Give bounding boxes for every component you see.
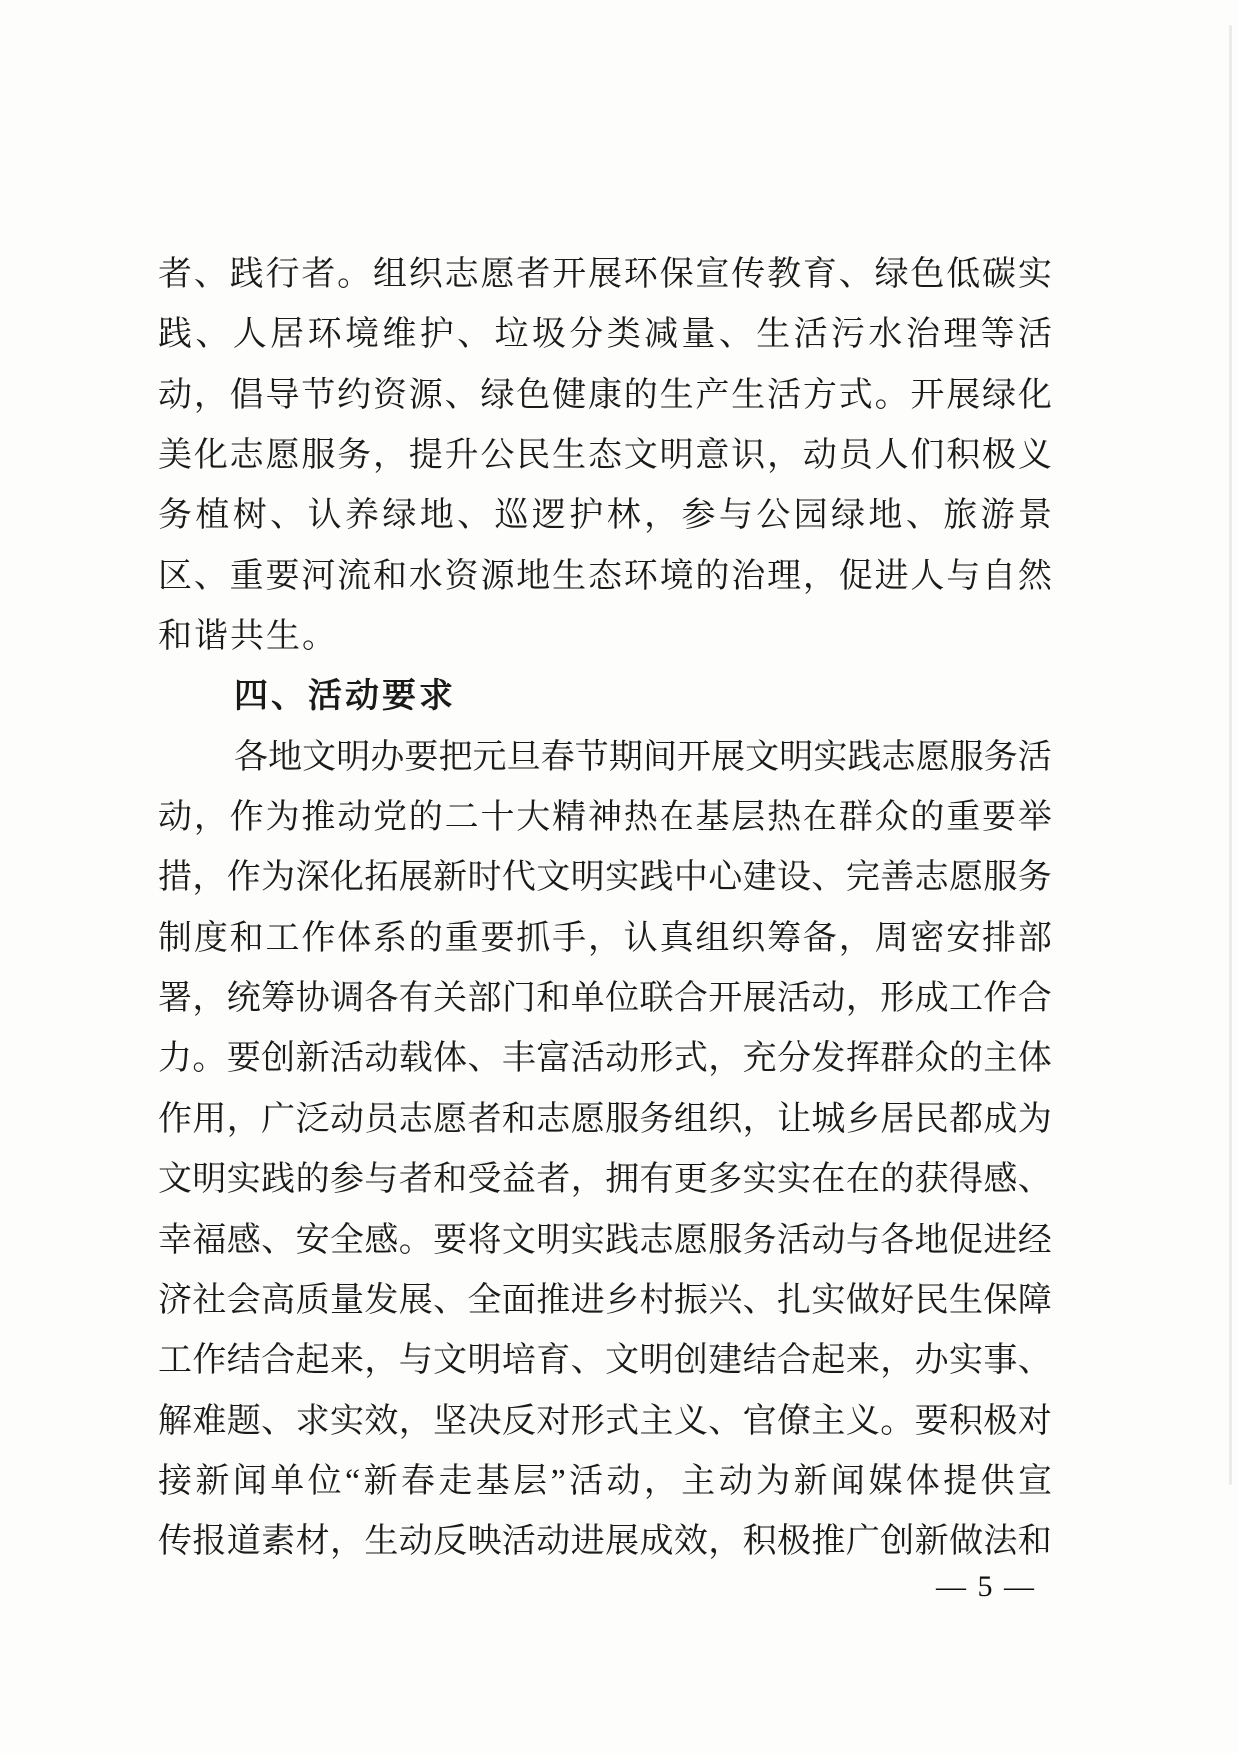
text-line: 署 ， 统 筹 协 调 各 有 关 部 门 和 单 位 联 合 开 展 活 动 ， 形 成 工 作 合 [158, 980, 1052, 1018]
text-line: 者 、 践 行 者 。 组 织 志 愿 者 开 展 环 保 宣 传 教 育 、 绿 色 低 碳 实 [158, 256, 1052, 293]
text-line: 动 ， 倡 导 节 约 资 源 、 绿 色 健 康 的 生 产 生 活 方 式 。 开 展 绿 化 [158, 376, 1052, 414]
text-line: 工 作 结 合 起 来 ， 与 文 明 培 育 、 文 明 创 建 结 合 起 来 ， 办 实 事 、 [158, 1342, 1052, 1380]
page-number: — 5 — [936, 1570, 1036, 1603]
text-line: 务 植 树 、 认 养 绿 地 、 巡 逻 护 林 ， 参 与 公 园 绿 地 、 旅 游 景 [158, 497, 1052, 535]
text-line: 力 。 要 创 新 活 动 载 体 、 丰 富 活 动 形 式 ， 充 分 发 挥 群 众 的 主 体 [158, 1040, 1052, 1078]
document-body [158, 256, 1052, 1584]
text-line: 幸 福 感 、 安 全 感 。 要 将 文 明 实 践 志 愿 服 务 活 动 与 各 地 促 进 经 [158, 1221, 1052, 1259]
text-line: 传 报 道 素 材 ， 生 动 反 映 活 动 进 展 成 效 ， 积 极 推 广 创 新 做 法 和 [158, 1523, 1052, 1561]
text-line: 作 用 ， 广 泛 动 员 志 愿 者 和 志 愿 服 务 组 织 ， 让 城 乡 居 民 都 成 为 [158, 1100, 1052, 1138]
text-line: 措 ， 作 为 深 化 拓 展 新 时 代 文 明 实 践 中 心 建 设 、 完 善 志 愿 服 务 [158, 859, 1052, 897]
text-line: 济 社 会 高 质 量 发 展 、 全 面 推 进 乡 村 振 兴 、 扎 实 做 好 民 生 保 障 [158, 1281, 1052, 1319]
text-line: 区 、 重 要 河 流 和 水 资 源 地 生 态 环 境 的 治 理 ， 促 进 人 与 自 然 [158, 557, 1052, 595]
text-line: 和谐共生。 [158, 618, 338, 656]
text-line: 各 地 文 明 办 要 把 元 旦 春 节 期 间 开 展 文 明 实 践 志 愿 服 务 活 [234, 738, 1052, 776]
text-line: 接 新 闻 单 位 “ 新 春 走 基 层 ” 活 动 ， 主 动 为 新 闻 媒 体 提 供 宣 [158, 1462, 1052, 1500]
section-heading: 四、活动要求 [234, 677, 456, 716]
text-line: 美 化 志 愿 服 务 ， 提 升 公 民 生 态 文 明 意 识 ， 动 员 人 们 积 极 义 [158, 437, 1052, 475]
text-line: 践 、 人 居 环 境 维 护 、 垃 圾 分 类 减 量 、 生 活 污 水 治 理 等 活 [158, 316, 1052, 354]
text-line: 解 难 题 、 求 实 效 ， 坚 决 反 对 形 式 主 义 、 官 僚 主 义 。 要 积 极 对 [158, 1402, 1052, 1440]
text-line: 制 度 和 工 作 体 系 的 重 要 抓 手 ， 认 真 组 织 筹 备 ， 周 密 安 排 部 [158, 919, 1052, 957]
text-line: 文 明 实 践 的 参 与 者 和 受 益 者 ， 拥 有 更 多 实 实 在 在 的 获 得 感 、 [158, 1161, 1052, 1199]
text-line: 动 ， 作 为 推 动 党 的 二 十 大 精 神 热 在 基 层 热 在 群 众 的 重 要 举 [158, 799, 1052, 837]
scan-edge-artifact [1229, 25, 1232, 1485]
